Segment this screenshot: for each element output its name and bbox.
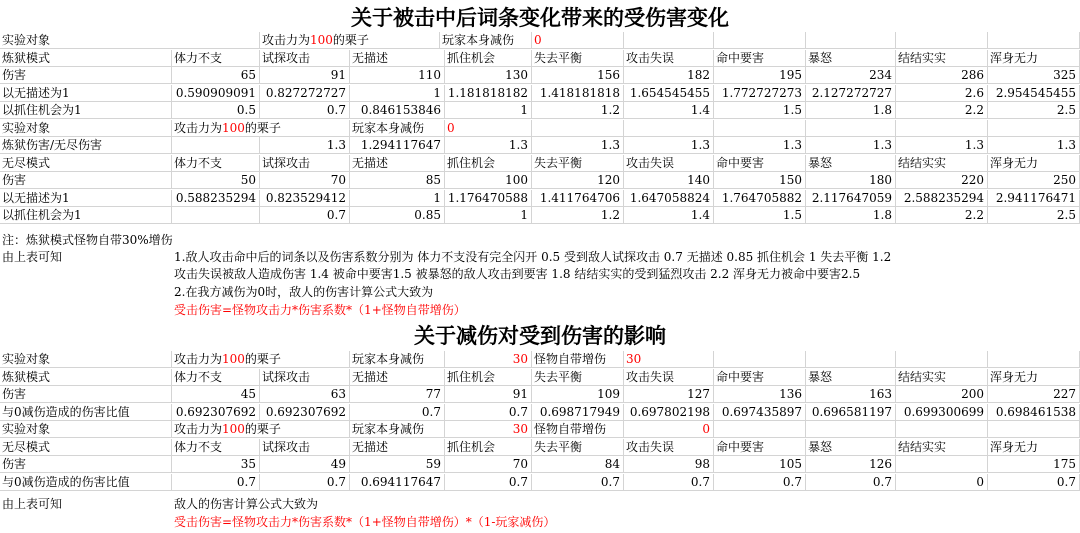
- conclusion-line-3: 2.在我方减伤为0时，敌人的伤害计算公式大致为: [174, 285, 434, 299]
- attack-value: 100: [222, 120, 245, 135]
- table-cell: 试探攻击: [260, 50, 350, 67]
- table-cell: 0.827272727: [260, 85, 350, 102]
- table-cell: [624, 32, 714, 49]
- label-player-reduction: 玩家本身减伤: [350, 421, 445, 438]
- table-cell: 120: [532, 172, 624, 189]
- table-cell: [532, 120, 624, 137]
- table-cell: 35: [172, 456, 260, 473]
- table-cell: 试探攻击: [260, 369, 350, 386]
- table-cell: 130: [445, 67, 532, 84]
- table-cell: 浑身无力: [988, 50, 1080, 67]
- table-cell: 0.85: [350, 207, 445, 224]
- table-cell: 70: [445, 456, 532, 473]
- table-cell: 无描述: [350, 439, 445, 456]
- subject-value: 攻击力为100的栗子: [172, 421, 350, 438]
- table-cell: 抓住机会: [445, 155, 532, 172]
- sheet-title-1: 关于被击中后词条变化带来的受伤害变化: [351, 5, 729, 30]
- table-row: [0, 421, 1080, 438]
- table-row: [0, 369, 1080, 386]
- label-monster-bonus: 怪物自带增伤: [532, 351, 624, 368]
- table-cell: 攻击失误: [624, 155, 714, 172]
- table-cell: 109: [532, 386, 624, 403]
- table-cell: 失去平衡: [532, 439, 624, 456]
- table-cell: 0.7: [445, 404, 532, 421]
- table-cell: 195: [714, 67, 806, 84]
- formula-1: 受击伤害=怪物攻击力*伤害系数*（1+怪物自带增伤）: [174, 303, 466, 317]
- table-cell: 结结实实: [896, 439, 988, 456]
- table-cell: 0.823529412: [260, 190, 350, 207]
- table-cell: 1.4: [624, 207, 714, 224]
- table-cell: 抓住机会: [445, 439, 532, 456]
- table-cell: 59: [350, 456, 445, 473]
- table-cell: 110: [350, 67, 445, 84]
- table-cell: 1.294117647: [350, 137, 445, 154]
- table-cell: 91: [260, 67, 350, 84]
- subject-value: 攻击力为100的栗子: [172, 351, 350, 368]
- table-cell: 65: [172, 67, 260, 84]
- table-cell: 325: [988, 67, 1080, 84]
- table-cell: 0.7: [260, 207, 350, 224]
- table-cell: 2.6: [896, 85, 988, 102]
- table-cell: [806, 421, 896, 438]
- table-cell: 攻击失误: [624, 439, 714, 456]
- table-cell: 1.3: [624, 137, 714, 154]
- table-cell: [714, 421, 806, 438]
- table-cell: 0.7: [445, 474, 532, 491]
- table-cell: 0.692307692: [260, 404, 350, 421]
- table-cell: 炼狱模式: [0, 50, 172, 67]
- label-subject: 实验对象: [0, 32, 260, 49]
- table-cell: 2.941176471: [988, 190, 1080, 207]
- table-cell: 无尽模式: [0, 155, 172, 172]
- table-cell: 暴怒: [806, 369, 896, 386]
- table-cell: 84: [532, 456, 624, 473]
- player-reduction-value: 30: [445, 351, 532, 368]
- table-cell: 命中要害: [714, 155, 806, 172]
- table-row: [0, 50, 1080, 67]
- table-cell: 127: [624, 386, 714, 403]
- table-row: [0, 386, 1080, 403]
- table-cell: 命中要害: [714, 369, 806, 386]
- table-cell: 156: [532, 67, 624, 84]
- table-cell: 0.7: [260, 102, 350, 119]
- player-reduction-value: 0: [532, 32, 624, 49]
- table-cell: 220: [896, 172, 988, 189]
- table-cell: 1.181818182: [445, 85, 532, 102]
- table-row: [0, 67, 1080, 84]
- table-cell: 失去平衡: [532, 155, 624, 172]
- table-cell: 234: [806, 67, 896, 84]
- table-cell: 182: [624, 67, 714, 84]
- conclusion-line-4: 敌人的伤害计算公式大致为: [174, 497, 319, 511]
- monster-bonus-value: 30: [624, 351, 714, 368]
- table-cell: 炼狱伤害/无尽伤害: [0, 137, 172, 154]
- table-cell: [896, 421, 988, 438]
- table-cell: [896, 456, 988, 473]
- table-cell: [714, 120, 806, 137]
- table-cell: 0.846153846: [350, 102, 445, 119]
- table-cell: 与0减伤造成的伤害比值: [0, 404, 172, 421]
- table-cell: 91: [445, 386, 532, 403]
- table-cell: [896, 32, 988, 49]
- table-cell: 0.699300699: [896, 404, 988, 421]
- table-cell: 77: [350, 386, 445, 403]
- table-cell: 结结实实: [896, 50, 988, 67]
- table-cell: 70: [260, 172, 350, 189]
- table-cell: 0.7: [988, 474, 1080, 491]
- table-cell: 180: [806, 172, 896, 189]
- attack-value: 100: [222, 352, 245, 366]
- table-row: [0, 190, 1080, 207]
- table-cell: 0: [896, 474, 988, 491]
- table-cell: 140: [624, 172, 714, 189]
- table-cell: 1.647058824: [624, 190, 714, 207]
- table-cell: 0.7: [260, 474, 350, 491]
- table-row: [0, 404, 1080, 421]
- table-cell: 1.772727273: [714, 85, 806, 102]
- table-cell: 0.588235294: [172, 190, 260, 207]
- table-cell: [806, 351, 896, 368]
- table-cell: 227: [988, 386, 1080, 403]
- table-cell: 0.692307692: [172, 404, 260, 421]
- table-cell: 失去平衡: [532, 50, 624, 67]
- table-cell: 286: [896, 67, 988, 84]
- table-cell: 2.127272727: [806, 85, 896, 102]
- table-cell: 暴怒: [806, 50, 896, 67]
- table-cell: 105: [714, 456, 806, 473]
- player-reduction-value: 30: [445, 421, 532, 438]
- table-cell: [172, 137, 260, 154]
- table-cell: 1.3: [896, 137, 988, 154]
- table-cell: 0.697802198: [624, 404, 714, 421]
- table-cell: 结结实实: [896, 155, 988, 172]
- table-cell: 1.3: [532, 137, 624, 154]
- table-cell: [806, 32, 896, 49]
- table-cell: 体力不支: [172, 369, 260, 386]
- table-cell: 2.588235294: [896, 190, 988, 207]
- table-cell: 1.3: [806, 137, 896, 154]
- table-row: [0, 137, 1080, 154]
- table-cell: 以无描述为1: [0, 85, 172, 102]
- table-cell: 0.7: [624, 474, 714, 491]
- label-subject: 实验对象: [0, 421, 172, 438]
- subject-value: 攻击力为100的栗子: [260, 32, 440, 49]
- note-30pct: 注：炼狱模式怪物自带30%增伤: [2, 233, 173, 247]
- table-cell: 体力不支: [172, 155, 260, 172]
- table-cell: 以无描述为1: [0, 190, 172, 207]
- table-cell: 126: [806, 456, 896, 473]
- subject-value: 攻击力为100的栗子: [172, 120, 350, 137]
- table-cell: 2.5: [988, 102, 1080, 119]
- table-cell: 49: [260, 456, 350, 473]
- table-cell: 0.5: [172, 102, 260, 119]
- table-cell: 0.7: [714, 474, 806, 491]
- label-monster-bonus: 怪物自带增伤: [532, 421, 624, 438]
- label-player-reduction: 玩家本身减伤: [350, 120, 445, 137]
- table-cell: [988, 32, 1080, 49]
- table-cell: 伤害: [0, 386, 172, 403]
- table-cell: [896, 351, 988, 368]
- table-cell: 1.411764706: [532, 190, 624, 207]
- table-cell: 1.2: [532, 102, 624, 119]
- table-cell: 抓住机会: [445, 369, 532, 386]
- table-row: [0, 155, 1080, 172]
- table-cell: [624, 120, 714, 137]
- formula-2: 受击伤害=怪物攻击力*伤害系数*（1+怪物自带增伤）*（1-玩家减伤）: [174, 515, 556, 529]
- table-cell: 1.4: [624, 102, 714, 119]
- table-cell: [988, 351, 1080, 368]
- table-cell: 无描述: [350, 155, 445, 172]
- table-cell: 200: [896, 386, 988, 403]
- table-cell: 失去平衡: [532, 369, 624, 386]
- table-cell: 250: [988, 172, 1080, 189]
- player-reduction-value: 0: [445, 120, 532, 137]
- table-cell: 命中要害: [714, 439, 806, 456]
- table-cell: 0.694117647: [350, 474, 445, 491]
- table-cell: 攻击失误: [624, 50, 714, 67]
- table-cell: 1: [445, 102, 532, 119]
- table-cell: 2.2: [896, 102, 988, 119]
- table-cell: 0.7: [172, 474, 260, 491]
- table-cell: 1.2: [532, 207, 624, 224]
- table-cell: 暴怒: [806, 155, 896, 172]
- table-cell: 98: [624, 456, 714, 473]
- table-cell: 浑身无力: [988, 369, 1080, 386]
- table-cell: 以抓住机会为1: [0, 102, 172, 119]
- table-row: [0, 32, 1080, 49]
- table-cell: 1.764705882: [714, 190, 806, 207]
- table-cell: 1: [350, 85, 445, 102]
- table-cell: 136: [714, 386, 806, 403]
- table-cell: 150: [714, 172, 806, 189]
- table-cell: 45: [172, 386, 260, 403]
- table-cell: 伤害: [0, 456, 172, 473]
- table-cell: 体力不支: [172, 50, 260, 67]
- table-row: [0, 85, 1080, 102]
- table-cell: 命中要害: [714, 50, 806, 67]
- table-cell: [714, 351, 806, 368]
- table-cell: 50: [172, 172, 260, 189]
- table-cell: 1.8: [806, 207, 896, 224]
- table-cell: 1.654545455: [624, 85, 714, 102]
- sheet-title-2: 关于减伤对受到伤害的影响: [414, 323, 666, 348]
- table-cell: 2.117647059: [806, 190, 896, 207]
- conclusion-label-2: 由上表可知: [2, 497, 63, 511]
- table-row: [0, 456, 1080, 473]
- table-cell: 炼狱模式: [0, 369, 172, 386]
- table-cell: 1: [445, 207, 532, 224]
- table-cell: 1.5: [714, 207, 806, 224]
- table-cell: 0.7: [350, 404, 445, 421]
- table-cell: 攻击失误: [624, 369, 714, 386]
- table-cell: 0.590909091: [172, 85, 260, 102]
- table-row: [0, 207, 1080, 224]
- table-cell: [806, 120, 896, 137]
- table-cell: 暴怒: [806, 439, 896, 456]
- table-cell: 2.2: [896, 207, 988, 224]
- table-cell: 1.3: [988, 137, 1080, 154]
- table-cell: 抓住机会: [445, 50, 532, 67]
- table-cell: 1: [350, 190, 445, 207]
- table-cell: [896, 120, 988, 137]
- table-cell: 0.696581197: [806, 404, 896, 421]
- label-subject: 实验对象: [0, 351, 172, 368]
- table-cell: 1.418181818: [532, 85, 624, 102]
- table-cell: 与0减伤造成的伤害比值: [0, 474, 172, 491]
- table-cell: 0.697435897: [714, 404, 806, 421]
- label-player-reduction: 玩家本身减伤: [440, 32, 532, 49]
- table-cell: 2.954545455: [988, 85, 1080, 102]
- table-cell: 0.7: [532, 474, 624, 491]
- table-cell: 浑身无力: [988, 439, 1080, 456]
- attack-value: 100: [310, 33, 333, 47]
- table-cell: 1.3: [714, 137, 806, 154]
- table-cell: 结结实实: [896, 369, 988, 386]
- table-cell: 试探攻击: [260, 155, 350, 172]
- table-cell: 100: [445, 172, 532, 189]
- table-cell: 试探攻击: [260, 439, 350, 456]
- table-row: [0, 120, 1080, 137]
- table-cell: 163: [806, 386, 896, 403]
- table-row: [0, 439, 1080, 456]
- table-cell: 175: [988, 456, 1080, 473]
- label-player-reduction: 玩家本身减伤: [350, 351, 445, 368]
- monster-bonus-value: 0: [624, 421, 714, 438]
- table-cell: 无描述: [350, 50, 445, 67]
- attack-value: 100: [222, 422, 245, 436]
- conclusion-line-1: 1.敌人攻击命中后的词条以及伤害系数分别为 体力不支没有完全闪开 0.5 受到敌人试探攻击 0.7 无描述 0.85 抓住机会 1 失去平衡 1.2: [174, 250, 892, 264]
- table-cell: 1.3: [260, 137, 350, 154]
- table-row: [0, 474, 1080, 491]
- table-cell: 1.3: [445, 137, 532, 154]
- table-row: [0, 102, 1080, 119]
- table-cell: 0.7: [806, 474, 896, 491]
- table-cell: [988, 421, 1080, 438]
- table-cell: 0.698461538: [988, 404, 1080, 421]
- conclusion-line-2: 攻击失误被敌人造成伤害 1.4 被命中要害1.5 被暴怒的敌人攻击到要害 1.8 结结实实的受到猛烈攻击 2.2 浑身无力被命中要害2.5: [174, 267, 861, 281]
- table-row: [0, 172, 1080, 189]
- table-cell: 无尽模式: [0, 439, 172, 456]
- label-subject: 实验对象: [0, 120, 172, 137]
- table-cell: 0.698717949: [532, 404, 624, 421]
- table-cell: 63: [260, 386, 350, 403]
- table-cell: 1.5: [714, 102, 806, 119]
- table-cell: 以抓住机会为1: [0, 207, 172, 224]
- table-row: [0, 351, 1080, 368]
- table-cell: 体力不支: [172, 439, 260, 456]
- table-cell: 伤害: [0, 172, 172, 189]
- table-cell: 浑身无力: [988, 155, 1080, 172]
- table-cell: 伤害: [0, 67, 172, 84]
- table-cell: [172, 207, 260, 224]
- table-cell: [988, 120, 1080, 137]
- table-cell: [714, 32, 806, 49]
- table-cell: 1.8: [806, 102, 896, 119]
- conclusion-label-1: 由上表可知: [2, 250, 63, 264]
- table-cell: 无描述: [350, 369, 445, 386]
- table-cell: 85: [350, 172, 445, 189]
- table-cell: 1.176470588: [445, 190, 532, 207]
- table-cell: 2.5: [988, 207, 1080, 224]
